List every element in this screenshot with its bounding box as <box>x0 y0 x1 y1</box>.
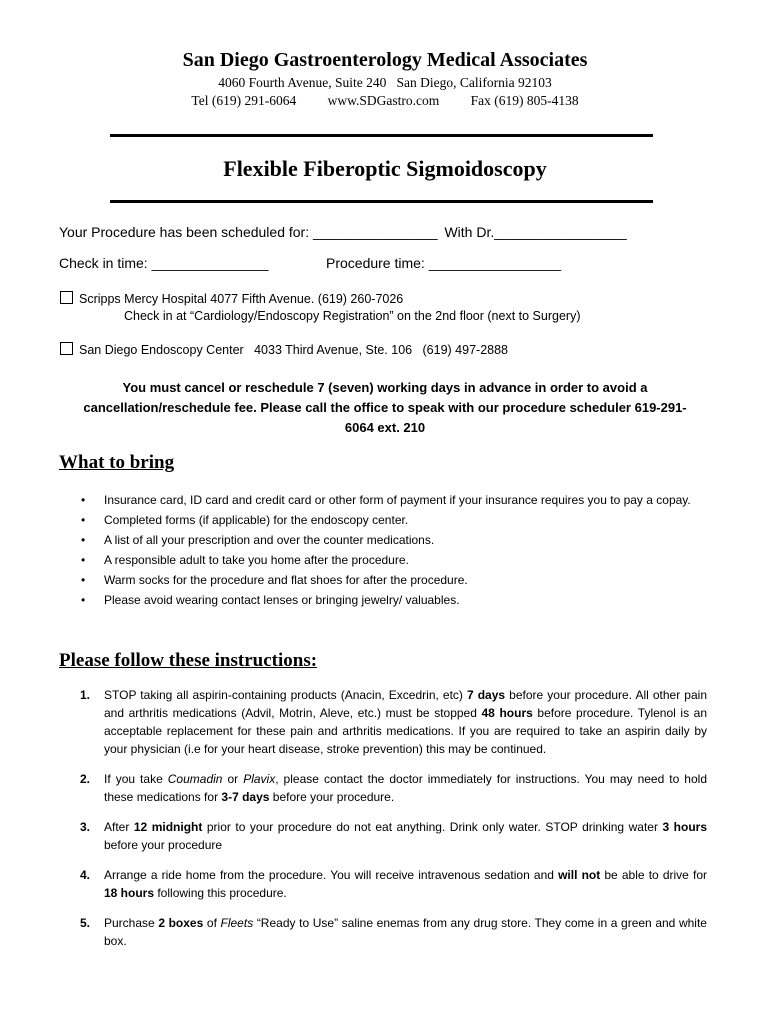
organization-name: San Diego Gastroenterology Medical Associates <box>182 49 588 71</box>
bottom-divider <box>110 200 653 203</box>
instruction-emphasis: 7 days <box>466 688 506 702</box>
instructions-heading: Please follow these instructions: <box>59 650 318 671</box>
procedure-time-field[interactable]: Procedure time: _________________ <box>326 255 562 271</box>
schedule-row <box>59 224 627 240</box>
cancellation-notice: You must cancel or reschedule 7 (seven) working days in advance in order to avoid a cancellation/reschedule fee. Please call the office to speak with our procedure scheduler 619-291-6064 ext. 210 <box>83 380 687 435</box>
instruction-text: following this procedure. <box>154 886 287 900</box>
letterhead <box>0 48 770 110</box>
checkbox-sd-endoscopy[interactable] <box>60 342 73 355</box>
instruction-number: 1. <box>80 688 91 702</box>
instruction-text: before procedure. Tylenol is an acceptable replacement for these pain and arthritis medications. If you are required to take an aspirin daily by your physician (i.e for your heart disease, stroke prevention) this may be continued. <box>104 706 708 756</box>
fax-number: Fax (619) 805-4138 <box>470 93 579 108</box>
list-item: • Please avoid wearing contact lenses or bringing jewelry/ valuables. <box>59 590 709 610</box>
instruction-italic: Plavix <box>243 772 276 786</box>
checkin-time-field[interactable]: Check in time: _______________ <box>59 255 269 271</box>
instruction-item <box>59 770 707 806</box>
instruction-item <box>59 866 707 902</box>
instruction-number: 3. <box>80 820 91 834</box>
instruction-text: or <box>222 772 244 786</box>
doctor-field[interactable]: With Dr._________________ <box>444 224 627 240</box>
instruction-emphasis: 12 midnight <box>133 820 203 834</box>
scheduled-date-field[interactable]: Your Procedure has been scheduled for: ________________ <box>59 224 438 240</box>
top-divider <box>110 134 653 137</box>
page-title: Flexible Fiberoptic Sigmoidoscopy <box>223 156 547 181</box>
phone-number: Tel (619) 291-6064 <box>191 93 297 108</box>
instructions-list <box>59 686 707 962</box>
instruction-emphasis: will not <box>558 868 601 882</box>
time-row <box>59 255 562 271</box>
instruction-number: 5. <box>80 916 91 930</box>
website-link[interactable]: www.SDGastro.com <box>327 93 440 108</box>
instruction-text: “Ready to Use” saline enemas from any drug store. They come in a green and white box. <box>104 916 707 948</box>
instruction-text: Purchase <box>104 916 159 930</box>
instruction-text: before your procedure <box>104 838 223 852</box>
organization-address: 4060 Fourth Avenue, Suite 240 San Diego, California 92103 <box>218 75 552 90</box>
checkbox-scripps[interactable] <box>60 291 73 304</box>
location-option-scripps[interactable] <box>60 291 580 325</box>
list-item: • Warm socks for the procedure and flat shoes for after the procedure. <box>59 570 709 590</box>
instruction-text: Arrange a ride home from the procedure. You will receive intravenous sedation and <box>104 868 559 882</box>
instruction-text: before your procedure. All other pain and arthritis medications (Advil, Motrin, Aleve, etc.) must be stopped <box>104 688 707 720</box>
instruction-emphasis: 3 hours <box>662 820 708 834</box>
instruction-text: of <box>203 916 221 930</box>
instruction-emphasis: 48 hours <box>481 706 533 720</box>
what-to-bring-heading: What to bring <box>59 452 175 473</box>
contact-line <box>0 92 770 110</box>
instruction-text: , please contact the doctor immediately for instructions. You may need to hold these medications for <box>104 772 707 804</box>
instruction-text: be able to drive for <box>600 868 707 882</box>
instruction-emphasis: 3-7 days <box>221 790 270 804</box>
instruction-number: 2. <box>80 772 91 786</box>
instruction-text: STOP taking all aspirin-containing products (Anacin, Excedrin, etc) <box>104 688 467 702</box>
instruction-item <box>59 686 707 758</box>
instruction-number: 4. <box>80 868 91 882</box>
list-item: • Insurance card, ID card and credit card or other form of payment if your insurance requires you to pay a copay. <box>59 490 709 510</box>
scripps-address: Scripps Mercy Hospital 4077 Fifth Avenue. (619) 260-7026 <box>79 292 404 306</box>
instruction-emphasis: 18 hours <box>104 886 155 900</box>
scripps-checkin-note: Check in at “Cardiology/Endoscopy Registration” on the 2nd floor (next to Surgery) <box>124 309 581 323</box>
instruction-item <box>59 818 707 854</box>
instruction-italic: Coumadin <box>167 772 223 786</box>
location-option-sd-endoscopy[interactable] <box>60 342 508 359</box>
instruction-item <box>59 914 707 950</box>
what-to-bring-list <box>59 490 709 610</box>
instruction-text: After <box>104 820 134 834</box>
list-item: • Completed forms (if applicable) for the endoscopy center. <box>59 510 709 530</box>
sd-endoscopy-address: San Diego Endoscopy Center 4033 Third Avenue, Ste. 106 (619) 497-2888 <box>79 343 508 357</box>
instruction-text: before your procedure. <box>269 790 395 804</box>
instruction-text: prior to your procedure do not eat anything. Drink only water. STOP drinking water <box>202 820 663 834</box>
instruction-italic: Fleets <box>220 916 254 930</box>
list-item: • A responsible adult to take you home after the procedure. <box>59 550 709 570</box>
instruction-text: If you take <box>104 772 168 786</box>
list-item: • A list of all your prescription and over the counter medications. <box>59 530 709 550</box>
instruction-emphasis: 2 boxes <box>158 916 204 930</box>
